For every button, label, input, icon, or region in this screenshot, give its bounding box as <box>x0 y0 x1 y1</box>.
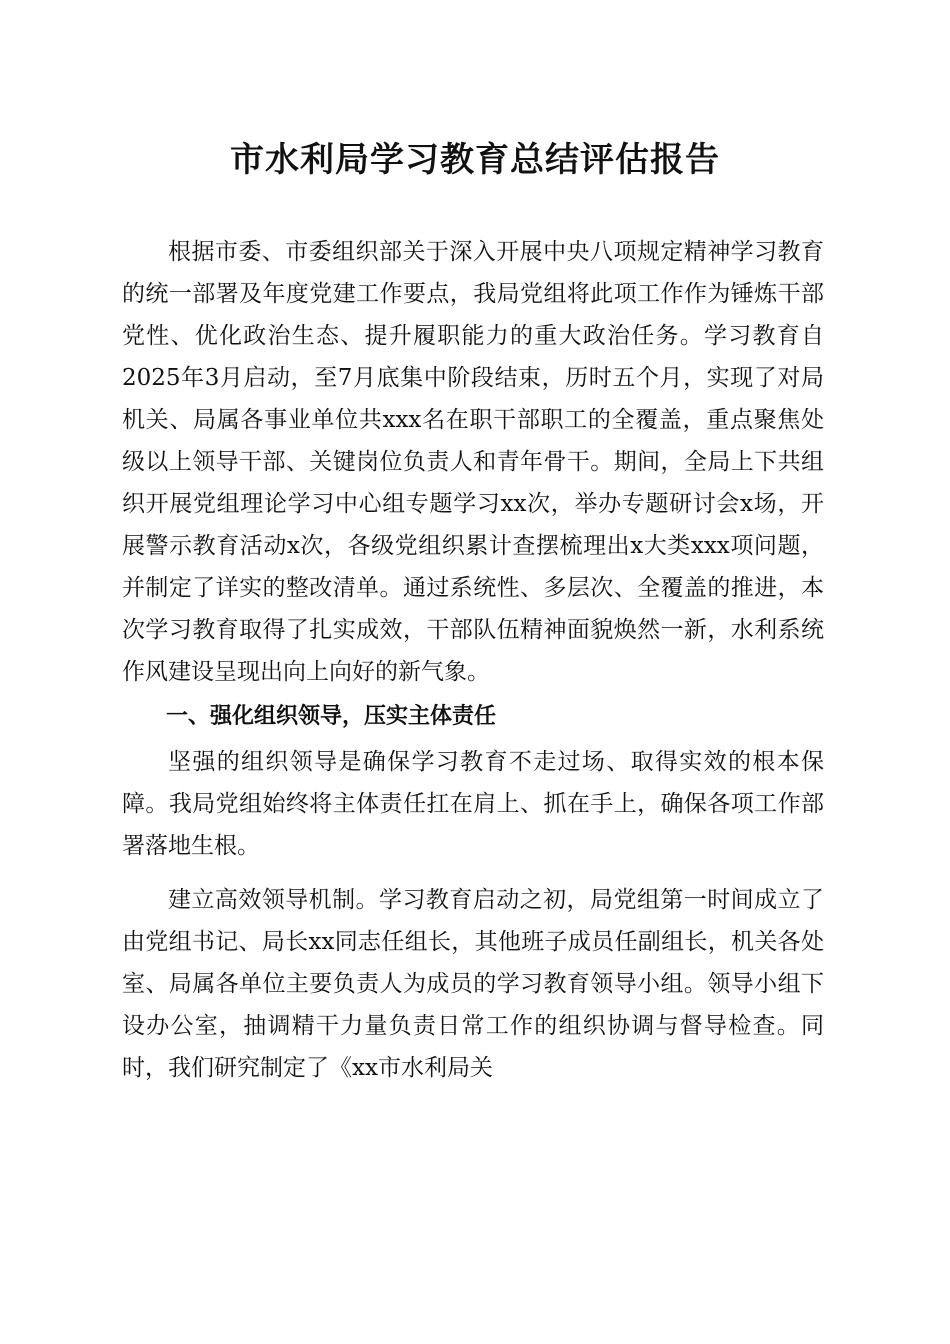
document-title: 市水利局学习教育总结评估报告 <box>230 140 720 180</box>
section-heading-1: 一、强化组织领导，压实主体责任 <box>166 704 497 729</box>
section1-body-paragraph: 建立高效领导机制。学习教育启动之初，局党组第一时间成立了由党组书记、局长xx同志任组长，其他班子成员任副组长，机关各处室、局属各单位主要负责人为成员的学习教育领导小组。领导小组下设办公室，抽调精干力量负责日常工作的组织协调与督导检查。同时，我们研究制定了《xx市水利局关 <box>122 887 824 1081</box>
intro-paragraph: 根据市委、市委组织部关于深入开展中央八项规定精神学习教育的统一部署及年度党建工作要点，我局党组将此项工作作为锤炼干部党性、优化政治生态、提升履职能力的重大政治任务。学习教育自2025年3月启动，至7月底集中阶段结束，历时五个月，实现了对局机关、局属各事业单位共xxx名在职干部职工的全覆盖，重点聚焦处级以上领导干部、关键岗位负责人和青年骨干。期间，全局上下共组织开展党组理论学习中心组专题学习xx次，举办专题研讨会x场，开展警示教育活动x次，各级党组织累计查摆梳理出x大类xxx项问题，并制定了详实的整改清单。通过系统性、多层次、全覆盖的推进，本次学习教育取得了扎实成效，干部队伍精神面貌焕然一新，水利系统作风建设呈现出向上向好的新气象。 <box>122 239 824 685</box>
document-body <box>122 231 824 1089</box>
section1-intro-paragraph: 坚强的组织领导是确保学习教育不走过场、取得实效的根本保障。我局党组始终将主体责任扛在肩上、抓在手上，确保各项工作部署落地生根。 <box>122 749 824 859</box>
